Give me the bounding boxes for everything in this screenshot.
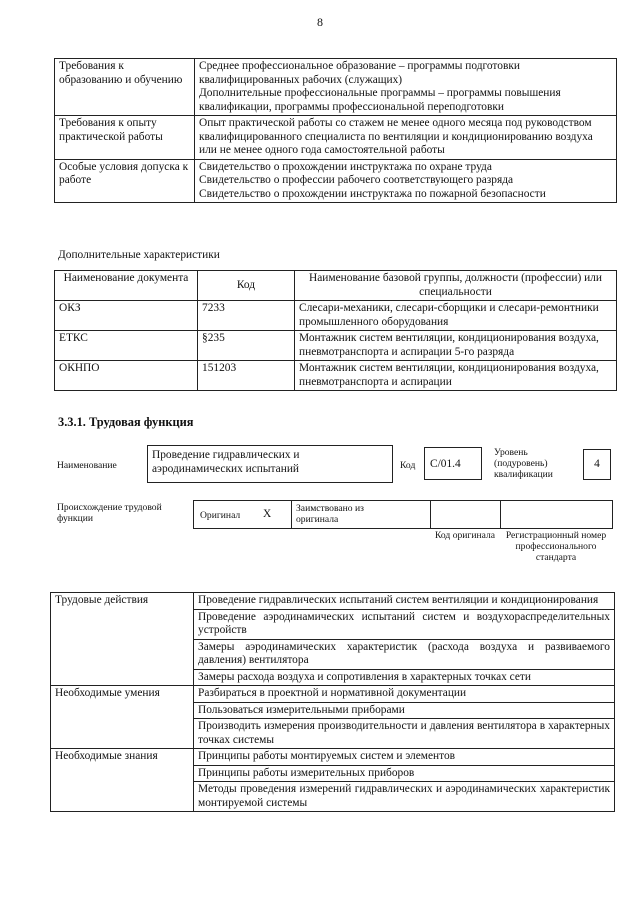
function-name: Проведение гидравлических и аэродинамических испытаний [152,449,300,475]
list-item: Методы проведения измерений гидравлических и аэродинамических характеристик монтируемой системы [194,782,615,812]
list-item: Проведение аэродинамических испытаний систем и воздухораспределительных устройств [194,609,615,639]
list-item: Среднее профессиональное образование – программы подготовки квалифицированных рабочих (служащих) [199,60,520,86]
list-item: Свидетельство о профессии рабочего соответствующего разряда [199,174,514,186]
row-label: Особые условия допуска к работе [55,159,195,203]
code-label: Код [400,460,416,471]
list-item: Опыт практической работы со стажем не менее одного месяца под руководством квалифицированного специалиста по вентиляции и кондиционированию воздуха или не менее одного года самостоятельной работы [199,117,593,156]
list-item: Принципы работы измерительных приборов [194,765,615,782]
list-item: Разбираться в проектной и нормативной документации [194,686,615,703]
code-value: С/01.4 [430,458,461,470]
list-item: Проведение гидравлических испытаний систем вентиляции и кондиционирования [194,593,615,610]
row-label: Требования к образованию и обучению [55,59,195,116]
row-content [195,59,617,116]
section-heading: 3.3.1. Трудовая функция [58,415,194,429]
list-item: Производить измерения производительности и давления вентилятора в характерных точках системы [194,719,615,749]
row-content [195,116,617,160]
code-caption: Код оригинала [434,530,496,541]
table-row [51,686,615,703]
list-item: Замеры аэродинамических характеристик (расхода воздуха и развиваемого давления) вентилятора [194,639,615,669]
list-item: Принципы работы монтируемых систем и элементов [194,749,615,766]
table-cell: ОКЗ [55,301,198,331]
row-label: Необходимые умения [51,686,194,749]
name-label: Наименование [57,460,117,471]
level-label: Уровень (подуровень) квалификации [494,447,553,480]
origin-box [193,500,613,529]
table-cell: ЕТКС [55,331,198,361]
table-cell: ОКНПО [55,361,198,391]
original-mark: X [263,508,272,520]
page-number: 8 [317,15,323,29]
list-item: Дополнительные профессиональные программы – программы повышения квалификации, программы профессиональной переподготовки [199,87,561,113]
code-box [424,447,482,480]
column-header: Наименование базовой группы, должности (профессии) или специальности [295,271,617,301]
additional-title: Дополнительные характеристики [58,249,220,261]
table-cell: Слесари-механики, слесари-сборщики и слесари-ремонтники промышленного оборудования [295,301,617,331]
table-row [55,59,617,116]
column-header: Наименование документа [55,271,198,301]
origin-label: Происхождение трудовой функции [57,502,162,524]
table-cell: Монтажник систем вентиляции, кондиционирования воздуха, пневмотранспорта и аспирации 5-го разряда [295,331,617,361]
row-label: Трудовые действия [51,593,194,686]
table-cell: 151203 [198,361,295,391]
divider [500,501,501,528]
table-row [55,331,617,361]
table-row [51,593,615,610]
table-row [55,116,617,160]
additional-table [54,270,617,391]
row-label: Требования к опыту практической работы [55,116,195,160]
row-content [195,159,617,203]
level-box [583,449,611,480]
original-label: Оригинал [200,510,241,521]
list-item: Свидетельство о прохождении инструктажа по пожарной безопасности [199,187,546,200]
borrowed-label: Заимствовано из оригинала [296,503,364,525]
column-header: Код [198,271,295,301]
registration-caption: Регистрационный номер профессионального стандарта [505,530,607,563]
requirements-table [54,58,617,203]
table-cell: Монтажник систем вентиляции, кондиционирования воздуха, пневмотранспорта и аспирации [295,361,617,391]
function-name-box [147,445,393,483]
row-label: Необходимые знания [51,749,194,812]
table-cell: 7233 [198,301,295,331]
divider [430,501,431,528]
table-row [55,361,617,391]
table-row [55,159,617,203]
level-value: 4 [594,458,600,470]
divider [291,501,292,528]
table-row [51,749,615,766]
table-row [55,301,617,331]
list-item: Пользоваться измерительными приборами [194,702,615,719]
table-cell: §235 [198,331,295,361]
list-item: Замеры расхода воздуха и сопротивления в характерных точках сети [194,669,615,686]
table-header-row [55,271,617,301]
function-table [50,592,615,812]
list-item: Свидетельство о прохождении инструктажа по охране труда [199,160,492,173]
